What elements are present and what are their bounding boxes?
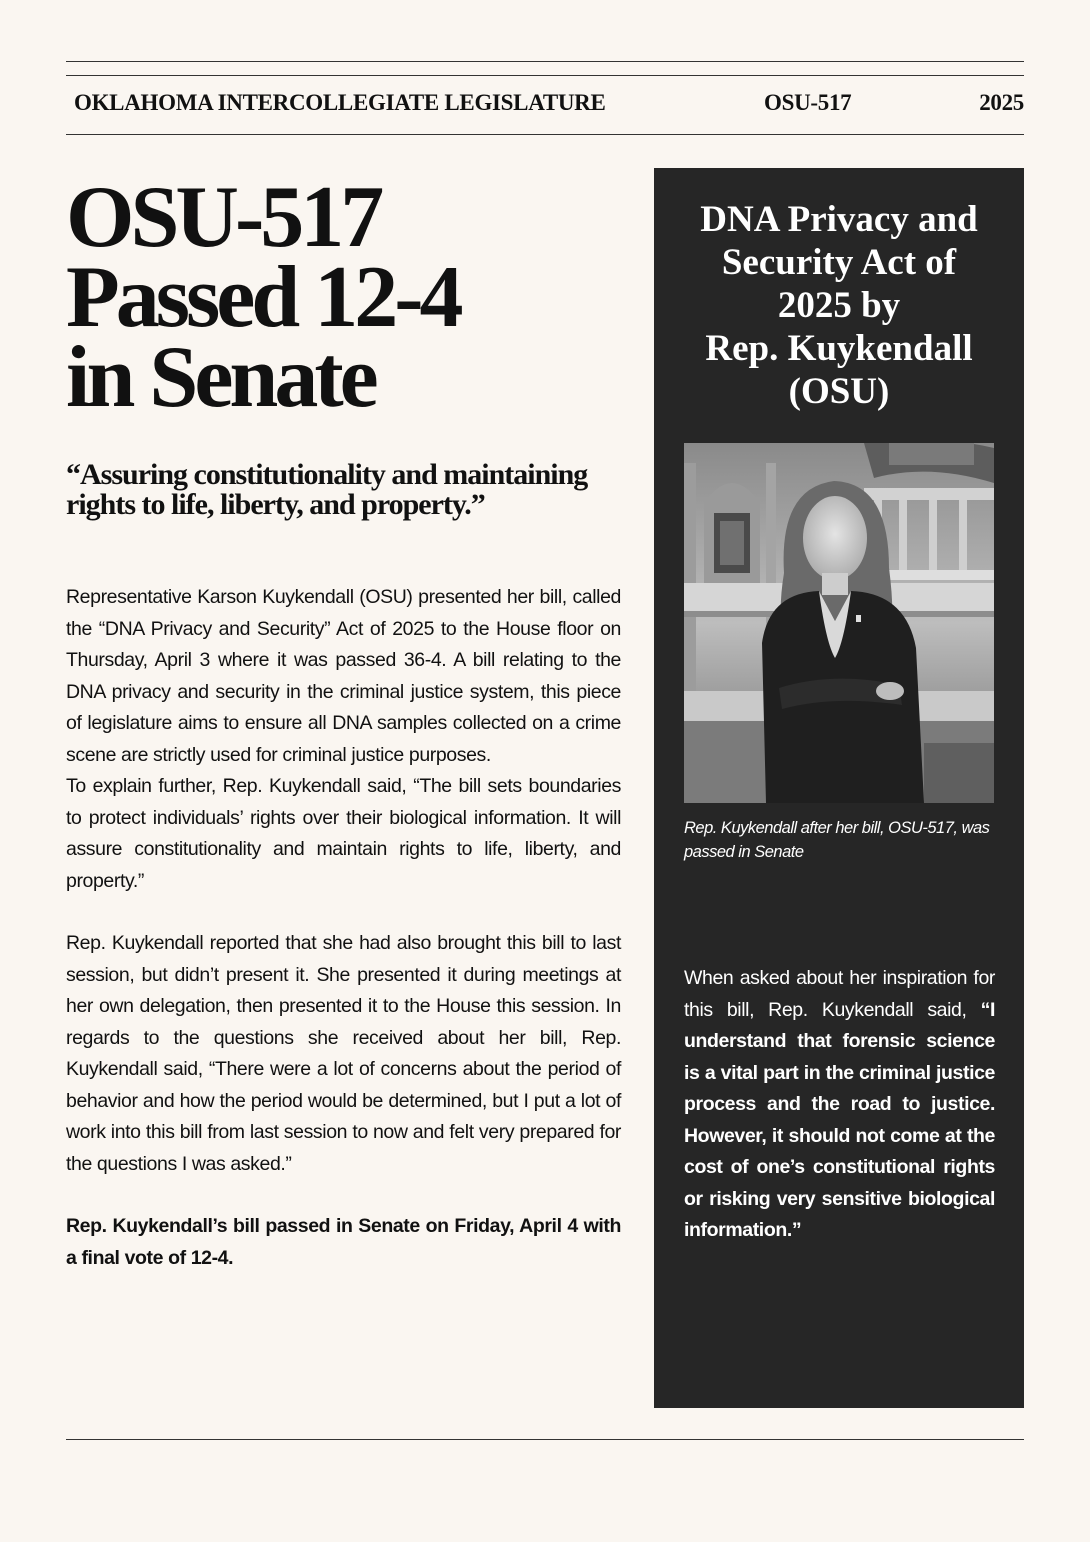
representative-photo bbox=[684, 443, 994, 803]
masthead-bottom-rule bbox=[66, 134, 1024, 135]
sidebar-quote bbox=[684, 963, 995, 1247]
closing-statement: Rep. Kuykendall’s bill passed in Senate on Friday, April 4 with a final vote of 12-4. bbox=[66, 1215, 621, 1269]
sidebar-title bbox=[664, 198, 1014, 413]
quote-text: “I understand that forensic science is a vital part in the criminal justice process and the road to justice. However, it should not come at the cost of one’s constitutional rights or risking very sensitive biological information.” bbox=[684, 998, 995, 1241]
top-rule-1 bbox=[66, 61, 1024, 62]
body-paragraph: To explain further, Rep. Kuykendall said, “The bill sets boundaries to protect individuals’ rights over their biological information. It will assure constitutionality and maintain rights to life, liberty, and property.” bbox=[66, 775, 621, 892]
photo-caption: Rep. Kuykendall after her bill, OSU-517, was passed in Senate bbox=[684, 819, 990, 861]
sidebar-title-line: DNA Privacy and bbox=[700, 199, 978, 240]
article-body bbox=[66, 582, 621, 1274]
sidebar-title-line: 2025 by bbox=[777, 285, 901, 326]
sidebar-panel bbox=[654, 168, 1024, 1408]
pull-quote: “Assuring constitutionality and maintaining rights to life, liberty, and property.” bbox=[66, 458, 588, 521]
headline-line: in Senate bbox=[66, 329, 375, 426]
headline bbox=[66, 169, 626, 426]
bottom-rule bbox=[66, 1439, 1024, 1440]
body-paragraph: Rep. Kuykendall reported that she had also brought this bill to last session, but didn’t present it. She presented it during meetings at her own delegation, then presented it to the House this session. In regards to the questions she received about her bill, Rep. Kuykendall said, “There were a lot of concerns about the period of behavior and how the period would be determined, but I put a lot of work into this bill from last session to now and felt very prepared for the questions I was asked.” bbox=[66, 932, 621, 1175]
sidebar-title-line: Rep. Kuykendall bbox=[705, 328, 973, 369]
masthead-year: 2025 bbox=[979, 90, 1024, 115]
masthead-organization: OKLAHOMA INTERCOLLEGIATE LEGISLATURE bbox=[74, 90, 606, 115]
sidebar-title-line: (OSU) bbox=[788, 371, 890, 412]
sidebar-title-line: Security Act of bbox=[721, 242, 957, 283]
top-rule-2 bbox=[66, 75, 1024, 76]
body-paragraph: Representative Karson Kuykendall (OSU) presented her bill, called the “DNA Privacy and Security” Act of 2025 to the House floor on Thursday, April 3 where it was passed 36-4. A bill relating to the DNA privacy and security in the criminal justice system, this piece of legislature aims to ensure all DNA samples collected on a crime scene are strictly used for criminal justice purposes. bbox=[66, 586, 621, 766]
headline-line: Passed 12-4 bbox=[66, 249, 460, 346]
headline-line: OSU-517 bbox=[66, 169, 381, 266]
masthead-bill-number: OSU-517 bbox=[764, 90, 852, 115]
quote-intro: When asked about her inspiration for this bill, Rep. Kuykendall said, bbox=[684, 967, 995, 1021]
